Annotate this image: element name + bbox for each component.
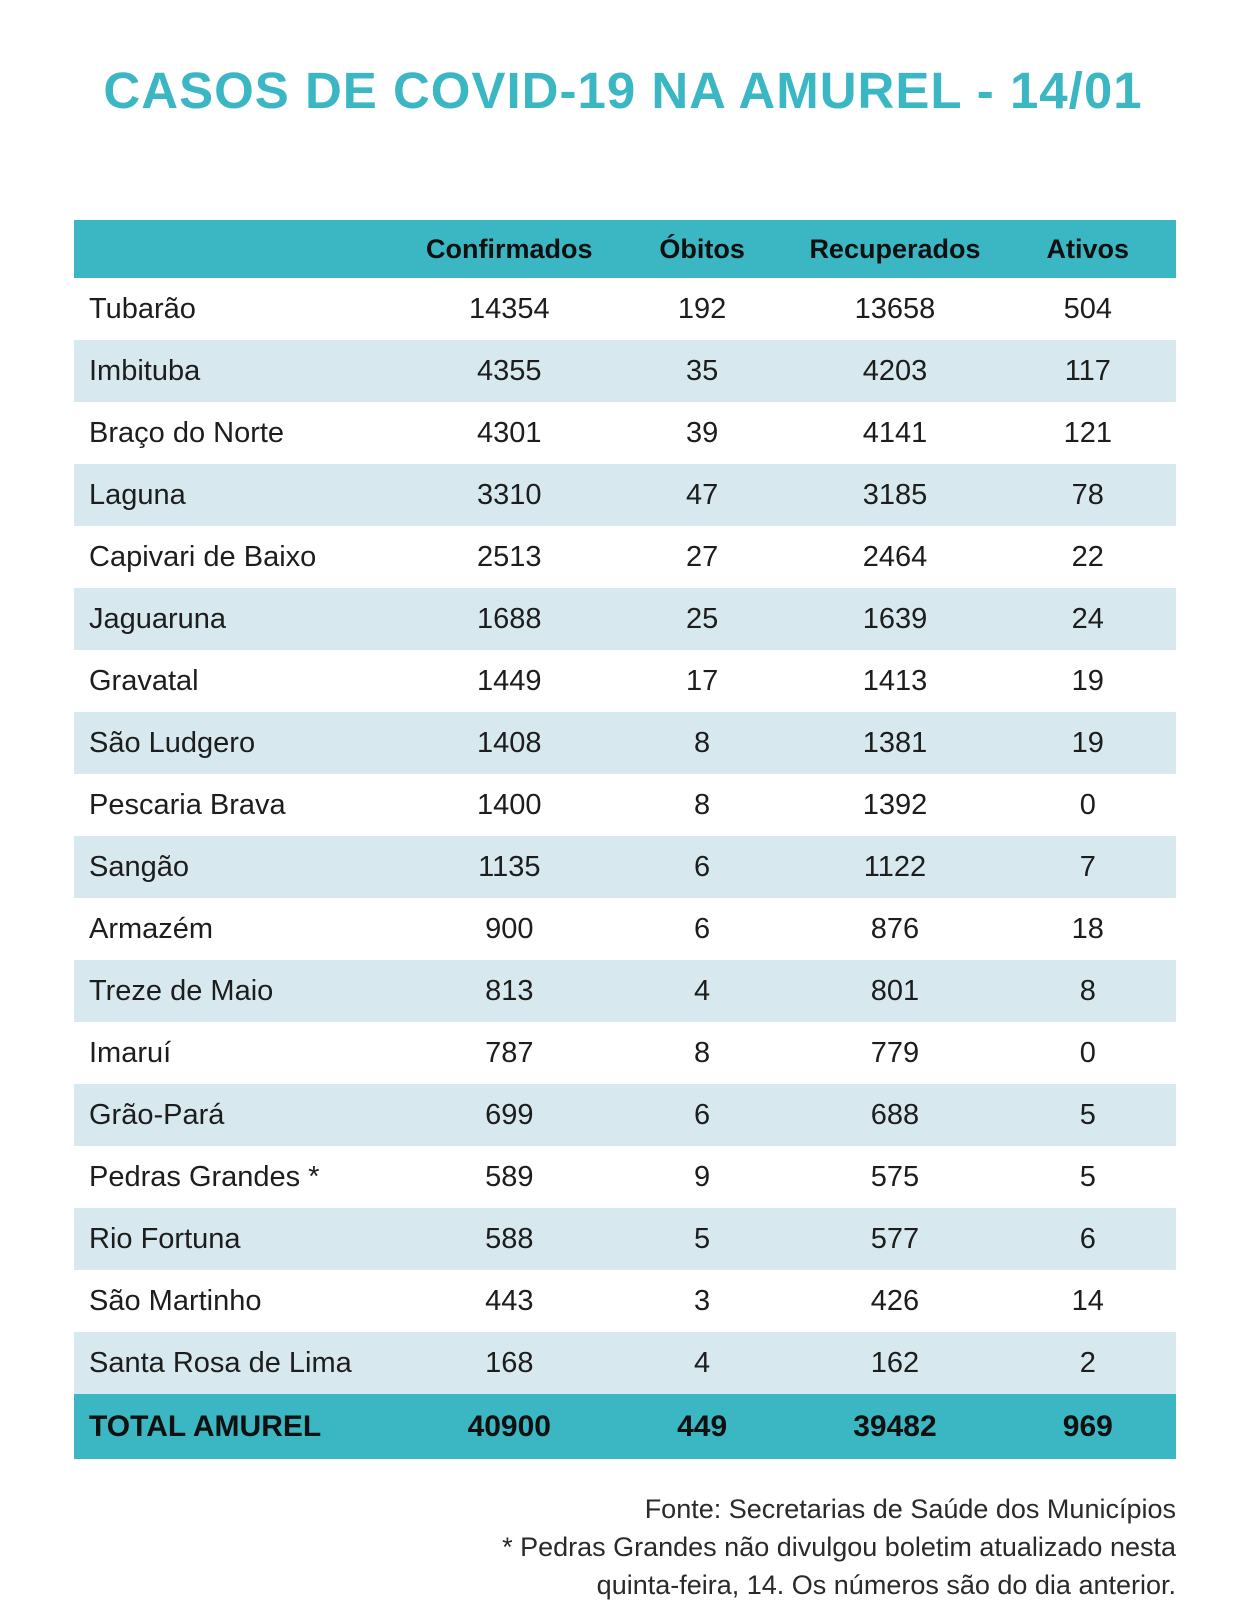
- municipality-name: Jaguaruna: [89, 602, 227, 635]
- footer-note: [502, 1490, 1176, 1604]
- total-confirmados-value: 40900: [467, 1409, 551, 1443]
- ativos-value: 22: [1071, 540, 1104, 573]
- obitos-value: 6: [694, 1098, 711, 1131]
- footer-source-line: Fonte: Secretarias de Saúde dos Municípios: [644, 1494, 1176, 1524]
- municipality-name: Sangão: [89, 850, 189, 883]
- ativos-value: 5: [1079, 1098, 1096, 1131]
- table-total-row: [74, 1394, 1176, 1459]
- municipality-name: Treze de Maio: [89, 974, 274, 1007]
- confirmados-value: 1135: [478, 850, 541, 883]
- column-header-obitos: Óbitos: [659, 233, 745, 264]
- recuperados-value: 1392: [862, 788, 928, 821]
- table-row: [74, 1146, 1176, 1208]
- recuperados-value: 2464: [862, 540, 928, 573]
- table-row: [74, 1084, 1176, 1146]
- total-label: TOTAL AMUREL: [89, 1409, 322, 1443]
- municipality-name: Braço do Norte: [89, 416, 285, 449]
- table-row: [74, 588, 1176, 650]
- municipality-name: Imbituba: [89, 354, 201, 387]
- table-row: [74, 340, 1176, 402]
- obitos-value: 27: [685, 540, 719, 573]
- recuperados-value: 4203: [862, 354, 928, 387]
- obitos-value: 192: [677, 292, 727, 325]
- table-row: [74, 1332, 1176, 1394]
- confirmados-value: 1408: [477, 726, 542, 759]
- municipality-name: Rio Fortuna: [89, 1222, 241, 1255]
- recuperados-value: 801: [870, 974, 920, 1007]
- recuperados-value: 876: [870, 912, 920, 945]
- obitos-value: 8: [694, 788, 711, 821]
- municipality-name: Pescaria Brava: [89, 788, 286, 821]
- obitos-value: 25: [685, 602, 719, 635]
- ativos-value: 8: [1079, 974, 1096, 1007]
- confirmados-value: 900: [485, 912, 534, 945]
- obitos-value: 3: [694, 1284, 711, 1317]
- obitos-value: 47: [685, 478, 719, 511]
- confirmados-value: 443: [485, 1284, 534, 1317]
- municipality-name: Grão-Pará: [89, 1098, 225, 1131]
- obitos-value: 39: [685, 416, 719, 449]
- table-header-row: [74, 220, 1176, 278]
- confirmados-value: 813: [485, 974, 534, 1007]
- recuperados-value: 3185: [862, 478, 928, 511]
- recuperados-value: 1381: [862, 726, 928, 759]
- ativos-value: 6: [1079, 1222, 1096, 1255]
- confirmados-value: 168: [485, 1346, 534, 1379]
- confirmados-value: 699: [485, 1098, 534, 1131]
- ativos-value: 78: [1071, 478, 1104, 511]
- confirmados-value: 589: [485, 1160, 534, 1193]
- total-ativos-value: 969: [1062, 1409, 1113, 1443]
- ativos-value: 19: [1071, 726, 1104, 759]
- covid-cases-table: [74, 220, 1176, 1459]
- obitos-value: 6: [694, 912, 711, 945]
- table-body: [74, 278, 1176, 1394]
- ativos-value: 117: [1064, 354, 1111, 387]
- table-row: [74, 712, 1176, 774]
- table-row: [74, 526, 1176, 588]
- obitos-value: 35: [685, 354, 719, 387]
- ativos-value: 0: [1079, 1036, 1096, 1069]
- confirmados-value: 1400: [477, 788, 542, 821]
- confirmados-value: 14354: [468, 292, 550, 325]
- page-title: CASOS DE COVID-19 NA AMUREL - 14/01: [103, 62, 1143, 119]
- obitos-value: 9: [694, 1160, 711, 1193]
- obitos-value: 4: [694, 974, 711, 1007]
- municipality-name: Imaruí: [89, 1036, 172, 1069]
- table-row: [74, 1208, 1176, 1270]
- ativos-value: 19: [1071, 664, 1104, 697]
- table-row: [74, 278, 1176, 340]
- confirmados-value: 4301: [477, 416, 542, 449]
- recuperados-value: 426: [870, 1284, 920, 1317]
- ativos-value: 5: [1079, 1160, 1096, 1193]
- confirmados-value: 1688: [477, 602, 542, 635]
- footer-asterisk-line-1: * Pedras Grandes não divulgou boletim atualizado nesta: [502, 1532, 1176, 1562]
- table-row: [74, 1022, 1176, 1084]
- recuperados-value: 688: [870, 1098, 920, 1131]
- municipality-name: Laguna: [89, 478, 186, 511]
- recuperados-value: 779: [870, 1036, 920, 1069]
- recuperados-value: 4141: [862, 416, 928, 449]
- confirmados-value: 4355: [477, 354, 542, 387]
- table-row: [74, 774, 1176, 836]
- footer-asterisk-line-2: quinta-feira, 14. Os números são do dia anterior.: [596, 1570, 1176, 1600]
- table-row: [74, 1270, 1176, 1332]
- table-row: [74, 402, 1176, 464]
- table-row: [74, 898, 1176, 960]
- obitos-value: 8: [694, 1036, 711, 1069]
- recuperados-value: 575: [870, 1160, 920, 1193]
- ativos-value: 24: [1071, 602, 1104, 635]
- obitos-value: 6: [694, 850, 711, 883]
- ativos-value: 2: [1079, 1346, 1096, 1379]
- obitos-value: 4: [694, 1346, 711, 1379]
- municipality-name: Pedras Grandes *: [89, 1160, 320, 1193]
- table-row: [74, 836, 1176, 898]
- municipality-name: Armazém: [89, 912, 214, 945]
- obitos-value: 8: [694, 726, 711, 759]
- total-recuperados-value: 39482: [853, 1409, 937, 1443]
- total-obitos-value: 449: [677, 1409, 728, 1443]
- recuperados-value: 1122: [863, 850, 927, 883]
- municipality-name: Gravatal: [89, 664, 199, 697]
- column-header-recuperados: Recuperados: [809, 233, 981, 264]
- recuperados-value: 577: [870, 1222, 920, 1255]
- confirmados-value: 3310: [477, 478, 542, 511]
- column-header-confirmados: Confirmados: [426, 233, 593, 264]
- obitos-value: 5: [694, 1222, 711, 1255]
- ativos-value: 14: [1071, 1284, 1104, 1317]
- municipality-name: São Martinho: [89, 1284, 262, 1317]
- obitos-value: 17: [685, 664, 719, 697]
- recuperados-value: 162: [870, 1346, 920, 1379]
- table-row: [74, 464, 1176, 526]
- confirmados-value: 787: [485, 1036, 534, 1069]
- municipality-name: Capivari de Baixo: [89, 540, 317, 573]
- ativos-value: 121: [1063, 416, 1112, 449]
- column-header-ativos: Ativos: [1046, 233, 1130, 264]
- ativos-value: 504: [1063, 292, 1112, 325]
- confirmados-value: 1449: [477, 664, 542, 697]
- recuperados-value: 1639: [862, 602, 928, 635]
- municipality-name: Santa Rosa de Lima: [89, 1346, 352, 1379]
- confirmados-value: 2513: [477, 540, 542, 573]
- ativos-value: 7: [1079, 850, 1096, 883]
- ativos-value: 18: [1071, 912, 1104, 945]
- table-row: [74, 960, 1176, 1022]
- municipality-name: Tubarão: [89, 292, 196, 325]
- ativos-value: 0: [1079, 788, 1096, 821]
- recuperados-value: 13658: [854, 292, 936, 325]
- municipality-name: São Ludgero: [89, 726, 256, 759]
- confirmados-value: 588: [485, 1222, 534, 1255]
- recuperados-value: 1413: [862, 664, 928, 697]
- table-row: [74, 650, 1176, 712]
